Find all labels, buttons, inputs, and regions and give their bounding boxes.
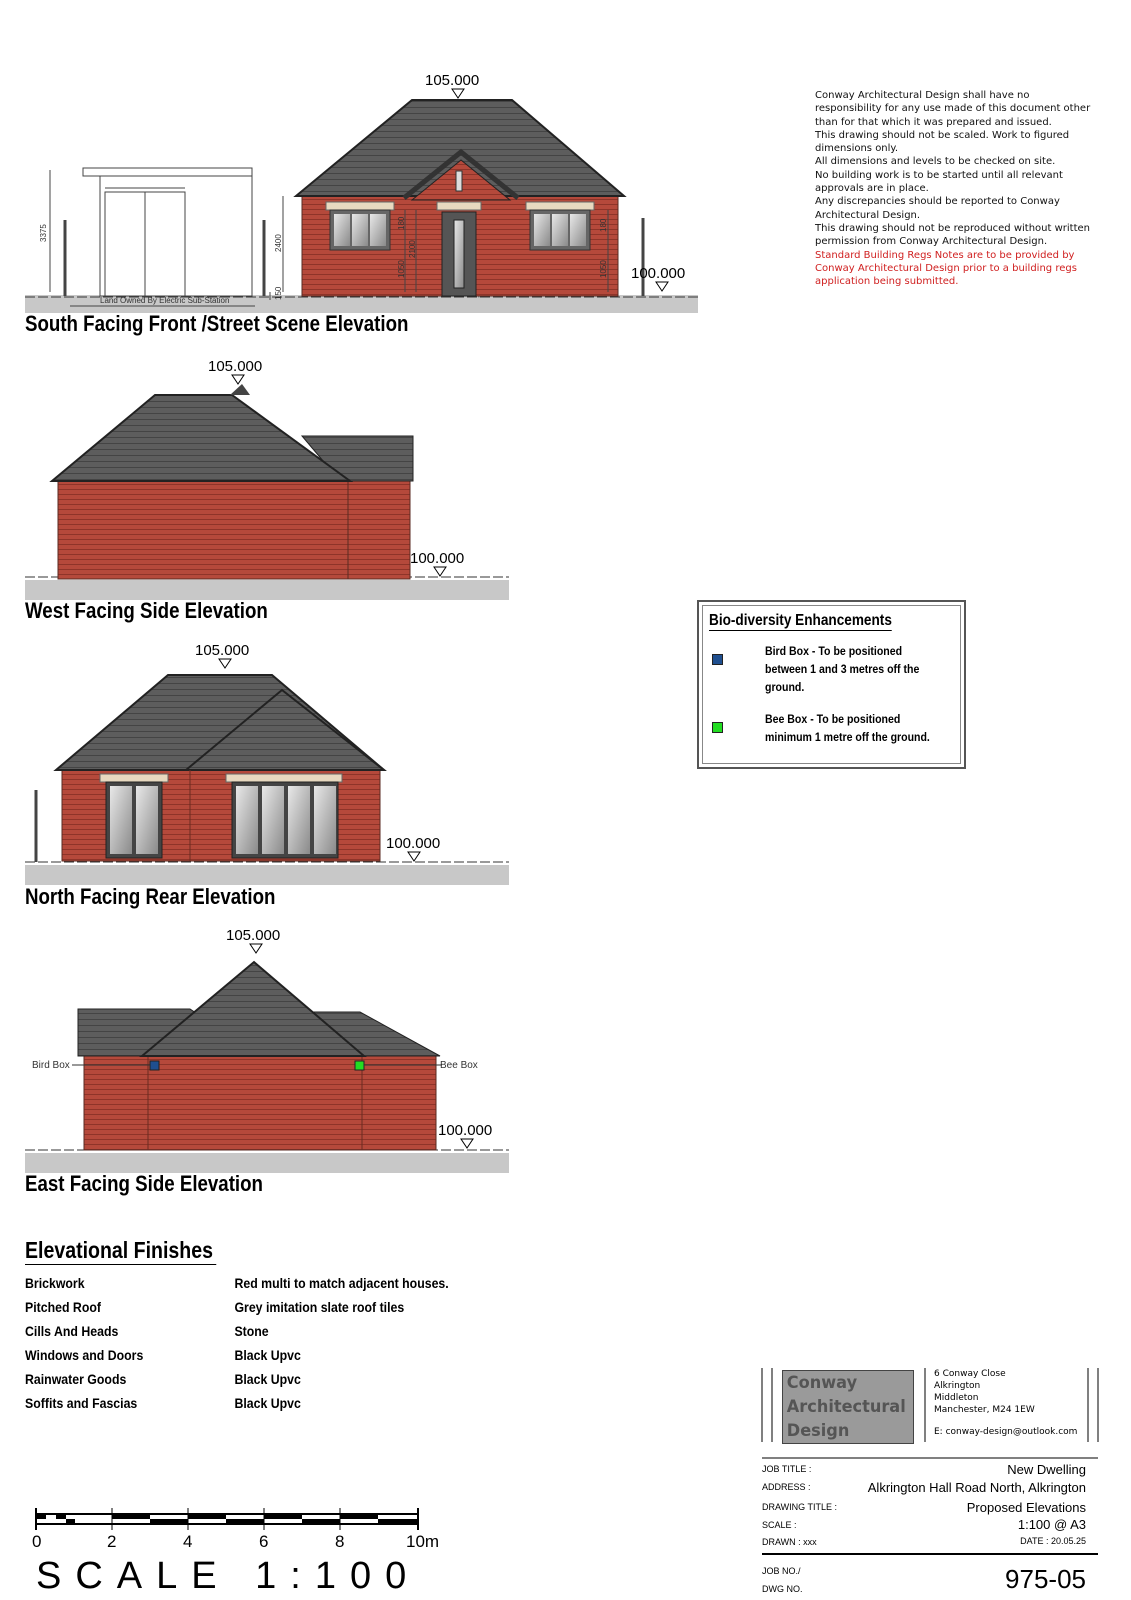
label-substation: Land Owned By Electric Sub-Station xyxy=(100,296,230,305)
level-ground-north: 100.000 xyxy=(386,835,441,852)
dim-window-top: 180 xyxy=(397,216,406,230)
finish-value: Stone xyxy=(234,1323,269,1339)
note-red-line: Standard Building Regs Notes are to be provided by xyxy=(815,249,1075,261)
svg-text:1050: 1050 xyxy=(599,260,608,278)
dim-door: 2100 xyxy=(408,240,417,258)
address-line: Middleton xyxy=(934,1393,979,1403)
title-block xyxy=(762,1460,1086,1600)
scale-bar xyxy=(32,1508,439,1551)
east-elevation xyxy=(25,927,509,1173)
drawing-title: Proposed Elevations xyxy=(966,1500,1086,1515)
dim-window-bottom: 1050 xyxy=(397,260,406,278)
dim-height: 3375 xyxy=(39,224,48,242)
finish-value: Black Upvc xyxy=(234,1347,301,1363)
logo-line: Conway xyxy=(786,1373,858,1393)
svg-text:180: 180 xyxy=(599,218,608,232)
south-elevation-title: South Facing Front /Street Scene Elevation xyxy=(25,311,409,336)
note-line: permission from Conway Architectural Design. xyxy=(815,236,1048,248)
north-elevation-title: North Facing Rear Elevation xyxy=(25,884,276,909)
company-address xyxy=(934,1368,1077,1438)
finish-row xyxy=(25,1323,269,1339)
east-elevation-title: East Facing Side Elevation xyxy=(25,1171,263,1196)
drawn-by: DRAWN : xxx xyxy=(762,1537,817,1547)
scale-field: 1:100 @ A3 xyxy=(1017,1517,1086,1532)
scale-tick-4: 4 xyxy=(183,1532,193,1551)
drawing-date: DATE : 20.05.25 xyxy=(1020,1536,1086,1546)
logo-line: Design xyxy=(786,1421,850,1441)
note-red-line: Conway Architectural Design prior to a building regs xyxy=(815,262,1077,274)
finish-row xyxy=(25,1299,405,1315)
bird-box-label: Bird Box xyxy=(32,1060,70,1071)
legend-bird-text: Bird Box - To be positioned between 1 and 3 metres off the ground. xyxy=(765,644,920,694)
finish-item: Pitched Roof xyxy=(25,1299,101,1315)
job-title-label: JOB TITLE : xyxy=(762,1464,812,1474)
disclaimer-notes xyxy=(815,89,1100,288)
note-line: This drawing should not be scaled. Work to figured xyxy=(815,129,1070,141)
dim-step: 150 xyxy=(274,286,283,300)
level-ground-east: 100.000 xyxy=(438,1122,493,1139)
job-no-label: JOB NO./ xyxy=(762,1566,801,1576)
scale-tick-6: 6 xyxy=(259,1532,269,1551)
scale-tick-0: 0 xyxy=(32,1532,42,1551)
address-label: ADDRESS : xyxy=(762,1482,811,1492)
note-line: Architectural Design. xyxy=(815,209,921,221)
west-elevation-title: West Facing Side Elevation xyxy=(25,598,268,623)
finish-value: Black Upvc xyxy=(234,1371,301,1387)
bee-box-label: Bee Box xyxy=(440,1060,478,1071)
logo-line: Architectural xyxy=(786,1397,906,1417)
scale-tick-10: 10m xyxy=(406,1532,440,1551)
address-line: Alkrington xyxy=(934,1381,981,1391)
company-email: E: conway-design@outlook.com xyxy=(934,1427,1078,1437)
note-red-line: application being submitted. xyxy=(815,276,959,288)
elevational-finishes xyxy=(25,1237,449,1411)
dim-fence: 2400 xyxy=(274,234,283,252)
bird-box-swatch xyxy=(712,654,723,665)
legend-title: Bio-diversity Enhancements xyxy=(709,612,892,629)
finish-value: Red multi to match adjacent houses. xyxy=(234,1275,449,1291)
finishes-title: Elevational Finishes xyxy=(25,1237,216,1265)
finish-item: Brickwork xyxy=(25,1275,85,1291)
note-line: Conway Architectural Design shall have no xyxy=(815,90,1030,101)
scale-field-label: SCALE : xyxy=(762,1520,797,1530)
north-elevation xyxy=(25,642,509,885)
bee-box-marker xyxy=(355,1061,364,1070)
finish-value: Grey imitation slate roof tiles xyxy=(234,1299,405,1315)
scale-tick-2: 2 xyxy=(107,1532,117,1551)
address-line: Manchester, M24 1EW xyxy=(934,1405,1035,1415)
drawing-number: 975-05 xyxy=(1005,1564,1086,1594)
level-top-north: 105.000 xyxy=(195,642,250,659)
bee-box-swatch xyxy=(712,722,723,733)
legend-bee-text: Bee Box - To be positioned minimum 1 metre off the ground. xyxy=(765,712,930,744)
finish-item: Soffits and Fascias xyxy=(25,1395,138,1411)
finish-item: Cills And Heads xyxy=(25,1323,119,1339)
company-logo xyxy=(782,1370,914,1444)
finish-item: Windows and Doors xyxy=(25,1347,144,1363)
finish-item: Rainwater Goods xyxy=(25,1371,127,1387)
note-line: dimensions only. xyxy=(815,143,899,155)
site-address: Alkrington Hall Road North, Alkrington xyxy=(867,1480,1086,1495)
note-line: No building work is to be started until all relevant xyxy=(815,169,1063,181)
finish-row xyxy=(25,1275,449,1291)
finish-row xyxy=(25,1395,301,1411)
finish-value: Black Upvc xyxy=(234,1395,301,1411)
drawing-title-label: DRAWING TITLE : xyxy=(762,1502,838,1512)
dwg-no-label: DWG NO. xyxy=(762,1584,803,1594)
bird-box-marker xyxy=(150,1061,159,1070)
address-line: 6 Conway Close xyxy=(934,1369,1006,1379)
note-line: All dimensions and levels to be checked on site. xyxy=(815,156,1056,168)
level-top-south: 105.000 xyxy=(425,72,480,89)
level-top-west: 105.000 xyxy=(208,358,263,375)
note-line: than for that which it was prepared and issued. xyxy=(815,116,1052,128)
note-line: responsibility for any use made of this document other xyxy=(815,103,1091,115)
south-elevation xyxy=(25,72,698,313)
finish-row xyxy=(25,1347,301,1363)
job-title: New Dwelling xyxy=(1007,1462,1086,1477)
west-elevation xyxy=(25,358,509,600)
biodiversity-legend xyxy=(697,600,966,769)
note-line: Any discrepancies should be reported to Conway xyxy=(815,196,1060,208)
level-ground-south: 100.000 xyxy=(631,265,686,282)
finish-row xyxy=(25,1371,301,1387)
level-top-east: 105.000 xyxy=(226,927,281,944)
note-line: approvals are in place. xyxy=(815,183,929,195)
note-line: This drawing should not be reproduced without written xyxy=(815,222,1090,234)
scale-tick-8: 8 xyxy=(335,1532,345,1551)
level-ground-west: 100.000 xyxy=(410,550,465,567)
scale-label: SCALE 1:100 xyxy=(36,1555,421,1597)
